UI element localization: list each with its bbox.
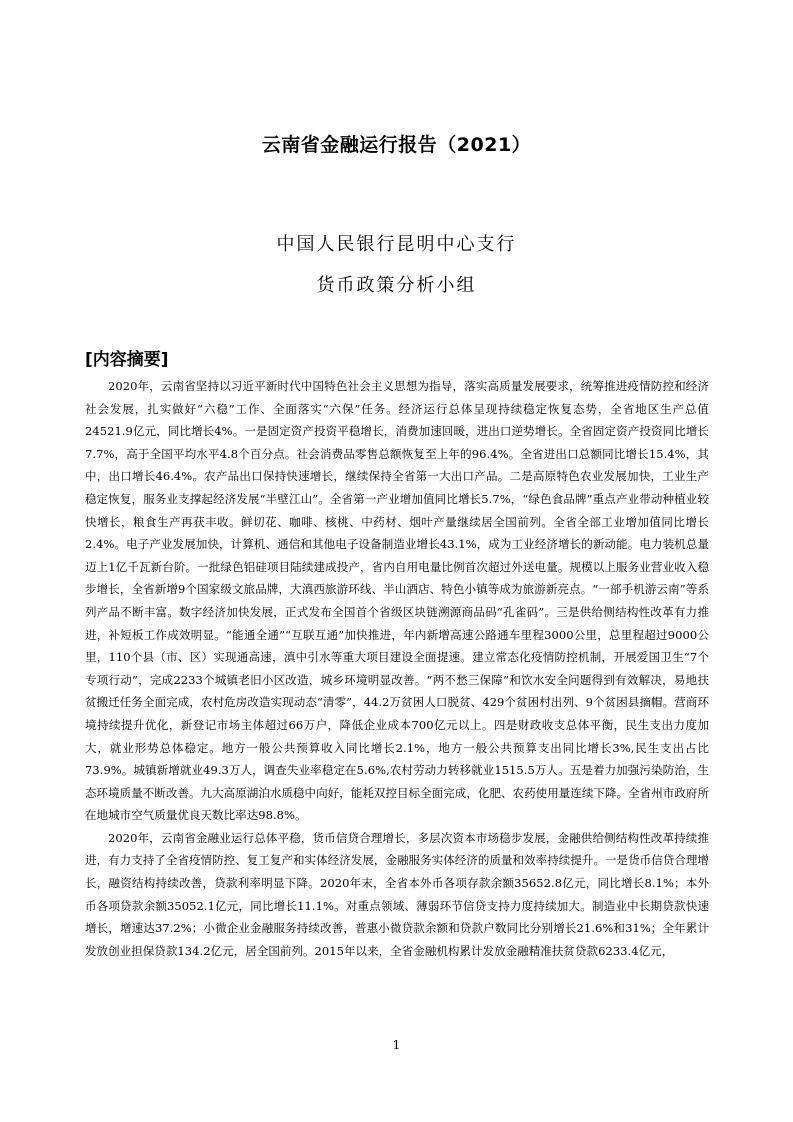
paragraph-finance: 2020年，云南省金融业运行总体平稳，货币信贷合理增长，多层次资本市场稳步发展，金融供给侧结构性改革持续推进，有力支持了全省疫情防控、复工复产和实体经济发展，金融服务实体经济的质量和效率持续提升。一是货币信贷合理增长，融资结构持续改善，贷款利率明显下降。2020年末，全省本外币各项存款余额35652.8亿元，同比增长8.1%；本外币各项贷款余额35052.1亿元，同比增长11.1%。对重点领域、薄弱环节信贷支持力度持续加大。制造业中长期贷款快速增长，增速达37.2%；小微企业金融服务持续改善，普惠小微贷款余额和贷款户数同比分别增长21.6%和31%；全年累计发放创业担保贷款134.2亿元，居全国前列。2015年以来，全省金融机构累计发放金融精准扶贫贷款6233.4亿元，	[85, 830, 709, 958]
section-heading-abstract: [内容摘要]	[85, 350, 169, 370]
paragraph-economy: 2020年，云南省坚持以习近平新时代中国特色社会主义思想为指导，落实高质量发展要求，统筹推进疫情防控和经济社会发展，扎实做好“六稳”工作、全面落实“六保”任务。经济运行总体呈现持续稳定恢复态势，全省地区生产总值24521.9亿元，同比增长4%。一是固定资产投资平稳增长，消费加速回暖，进出口逆势增长。全省固定资产投资同比增长7.7%，高于全国平均水平4.8个百分点。社会消费品零售总额恢复至上年的96.4%。全省进出口总额同比增长15.4%，其中，出口增长46.4%。农产品出口保持快速增长，继续保持全省第一大出口产品。二是高原特色农业发展加快，工业生产稳定恢复，服务业支撑起经济发展“半壁江山”。全省第一产业增加值同比增长5.7%，“绿色食品牌”重点产业带动种植业较快增长，粮食生产再获丰收。鲜切花、咖啡、核桃、中药材、烟叶产量继续居全国前列。全省全部工业增加值同比增长2.4%。电子产业发展加快，计算机、通信和其他电子设备制造业增长43.1%，成为工业经济增长的新动能。电力装机总量迈上1亿千瓦新台阶。一批绿色铝硅项目陆续建成投产，省内自用电量比例首次超过外送电量。规模以上服务业营业收入稳步增长，全省新增9个国家级文旅品牌，大滇西旅游环线、半山酒店、特色小镇等成为旅游新亮点。“一部手机游云南”等系列产品不断丰富。数字经济加快发展，正式发布全国首个省级区块链溯源商品码“孔雀码”。三是供给侧结构性改革有力推进，补短板工作成效明显。“能通全通”“互联互通”加快推进，年内新增高速公路通车里程3000公里，总里程超过9000公里，110个县（市、区）实现通高速，滇中引水等重大项目建设全面提速。建立常态化疫情防控机制，开展爱国卫生“7个专项行动”，完成2233个城镇老旧小区改造，城乡环境明显改善。“两不愁三保障”和饮水安全问题得到有效解决，易地扶贫搬迁任务全面完成，农村危房改造实现动态“清零”，44.2万贫困人口脱贫、429个贫困村出列、9个贫困县摘帽。营商环境持续提升优化，新登记市场主体超过66万户，降低企业成本700亿元以上。四是财政收支总体平衡，民生支出力度加大，就业形势总体稳定。地方一般公共预算收入同比增长2.1%，地方一般公共预算支出同比增长3%,民生支出占比73.9%。城镇新增就业49.3万人，调查失业率稳定在5.6%,农村劳动力转移就业1515.5万人。五是着力加强污染防治，生态环境质量不断改善。九大高原湖泊水质稳中向好，能耗双控目标全面完成，化肥、农药使用量连续下降。全省州市政府所在地城市空气质量优良天数比率达98.8%。	[85, 379, 709, 823]
document-title: 云南省金融运行报告（2021）	[261, 134, 532, 156]
abstract-body	[85, 375, 709, 962]
author-group: 货币政策分析小组	[316, 275, 477, 296]
author-institution: 中国人民银行昆明中心支行	[276, 234, 517, 255]
page-number: 1	[392, 1038, 401, 1052]
